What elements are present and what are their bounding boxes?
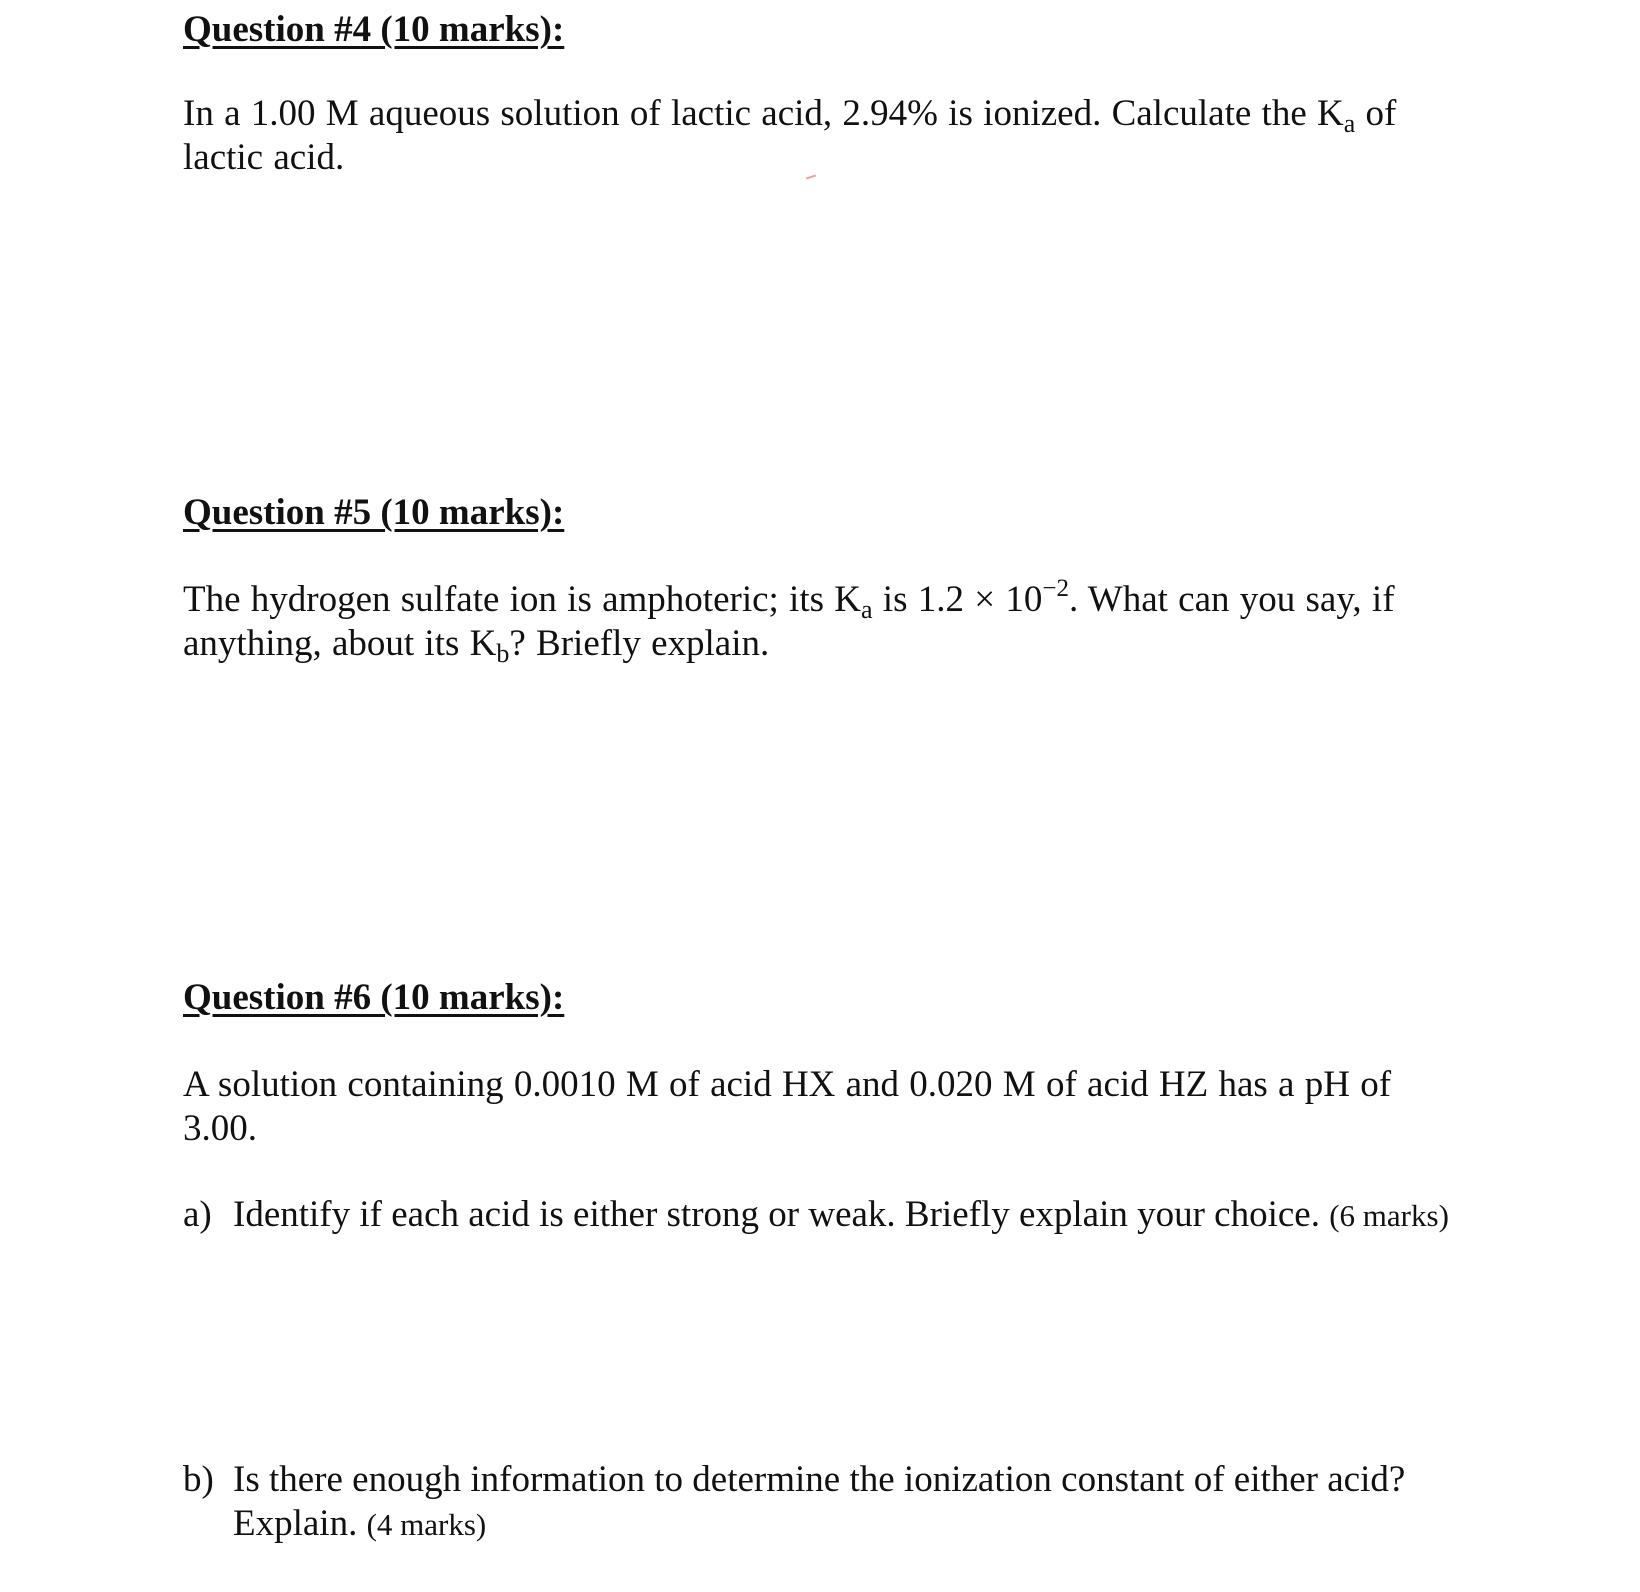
question-5-text-part2: is 1.2 × 10 (872, 579, 1043, 620)
question-6-heading: Question #6 (10 marks): (183, 977, 565, 1018)
question-5-text-part1: The hydrogen sulfate ion is amphoteric; its K (183, 579, 861, 620)
part-b-label: b) (183, 1459, 214, 1500)
question-5-heading-block (183, 491, 1483, 535)
part-b-text-line (233, 1458, 1503, 1547)
question-6-body-block (183, 1063, 1483, 1151)
question-6-part-b (183, 1458, 1503, 1547)
part-a-text-line (233, 1193, 1503, 1238)
kb-subscript: b (496, 639, 510, 668)
part-b-marks: (4 marks) (366, 1507, 487, 1542)
question-5-text-part3: . What can you say, if anything, about its K (183, 579, 1395, 664)
question-4-text-part1: In a 1.00 M aqueous solution of lactic acid, 2.94% is ionized. Calculate the K (183, 93, 1344, 134)
question-4-text-part2: of lactic acid. (183, 93, 1397, 178)
question-4-heading-block (183, 8, 1483, 52)
part-a-marks: (6 marks) (1329, 1198, 1449, 1233)
part-b-text: Is there enough information to determine the ionization constant of either acid? Explain. (233, 1459, 1406, 1544)
question-5-text (183, 575, 1448, 668)
question-4-heading: Question #4 (10 marks): (183, 9, 565, 50)
question-5-body-block (183, 575, 1483, 668)
question-5-text-part4: ? Briefly explain. (509, 623, 770, 664)
ka-subscript: a (1343, 109, 1356, 138)
question-5-heading: Question #5 (10 marks): (183, 492, 565, 533)
question-6-text: A solution containing 0.0010 M of acid HX and 0.020 M of acid HZ has a pH of 3.00. (183, 1064, 1392, 1149)
question-6-heading-block (183, 976, 1483, 1020)
question-4-body-block (183, 92, 1483, 180)
question-6-part-a (183, 1193, 1503, 1238)
part-a-label: a) (183, 1194, 212, 1235)
exponent-superscript: −2 (1042, 575, 1069, 602)
question-4-text (183, 92, 1448, 180)
ka-subscript: a (861, 595, 873, 624)
part-a-text: Identify if each acid is either strong or weak. Briefly explain your choice. (233, 1194, 1320, 1235)
